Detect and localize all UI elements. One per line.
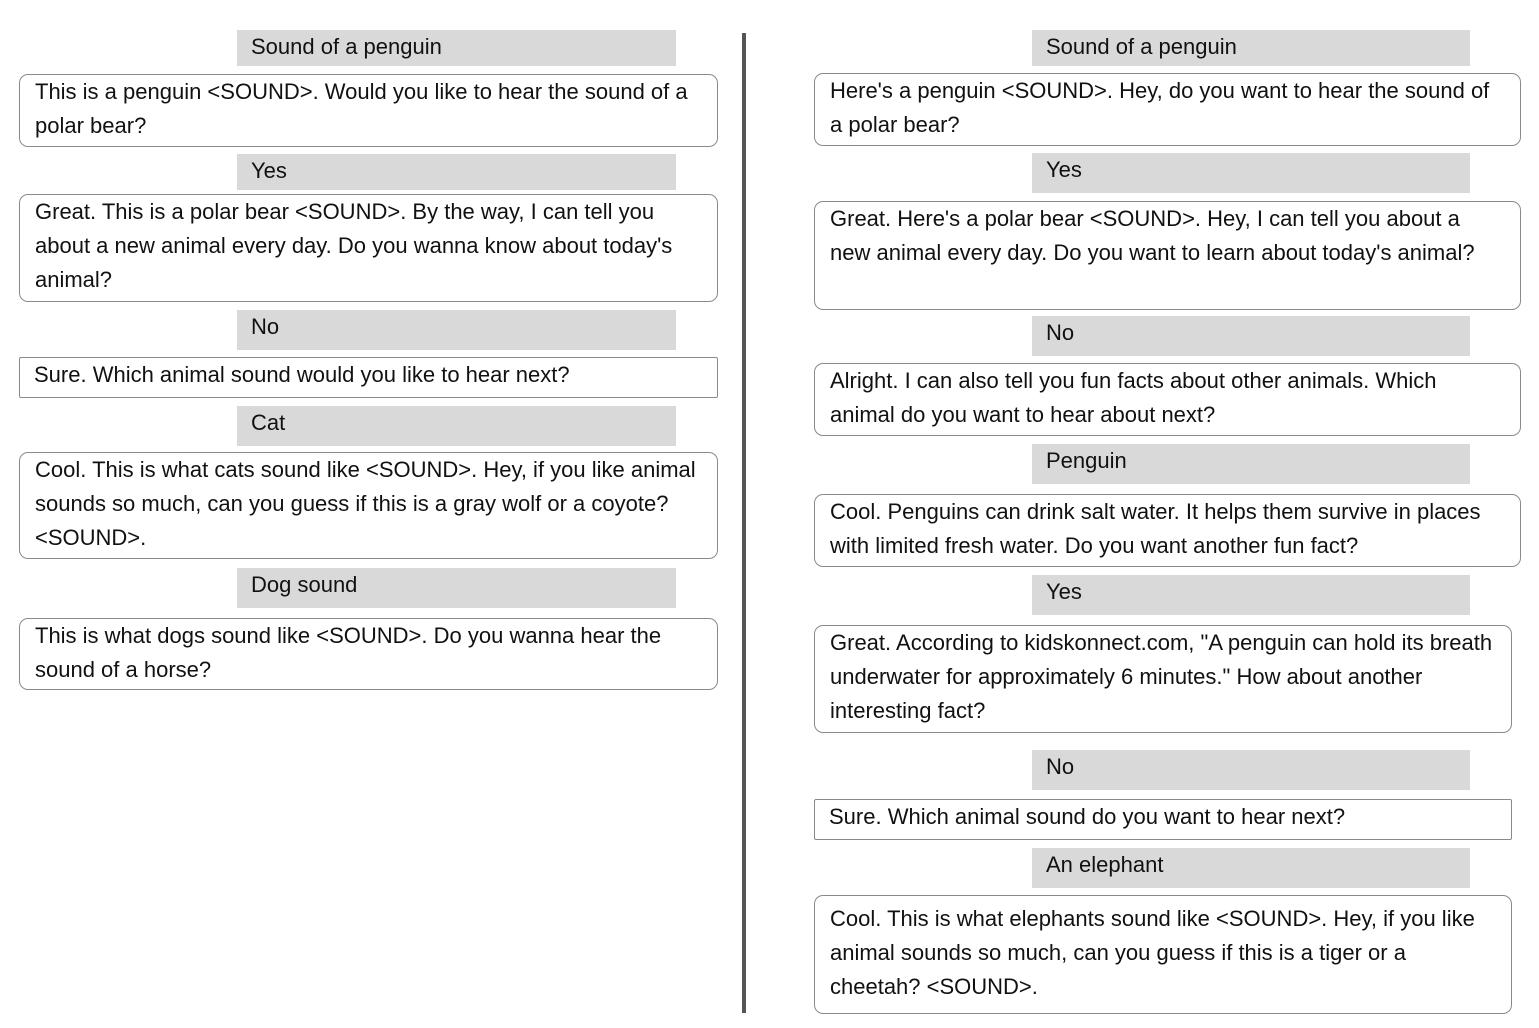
- right-bot-turn-3: Alright. I can also tell you fun facts about other animals. Which animal do you want to hear about next?: [814, 363, 1521, 436]
- left-bot-turn-2: Great. This is a polar bear <SOUND>. By the way, I can tell you about a new animal every day. Do you wanna know about today's animal?: [19, 194, 718, 302]
- column-divider: [742, 33, 746, 1013]
- left-user-turn-3: No: [237, 310, 676, 350]
- right-bot-turn-2: Great. Here's a polar bear <SOUND>. Hey, I can tell you about a new animal every day. Do you want to learn about today's animal?: [814, 201, 1521, 310]
- left-bot-turn-5: This is what dogs sound like <SOUND>. Do you wanna hear the sound of a horse?: [19, 618, 718, 690]
- right-bot-turn-4: Cool. Penguins can drink salt water. It helps them survive in places with limited fresh water. Do you want another fun fact?: [814, 494, 1521, 567]
- right-bot-turn-6: Sure. Which animal sound do you want to hear next?: [814, 799, 1512, 840]
- right-user-turn-5: Yes: [1032, 575, 1470, 615]
- right-bot-turn-1: Here's a penguin <SOUND>. Hey, do you want to hear the sound of a polar bear?: [814, 73, 1521, 146]
- left-user-turn-1: Sound of a penguin: [237, 30, 676, 66]
- left-user-turn-4: Cat: [237, 406, 676, 446]
- right-user-turn-1: Sound of a penguin: [1032, 30, 1470, 66]
- right-user-turn-7: An elephant: [1032, 848, 1470, 888]
- left-bot-turn-1: This is a penguin <SOUND>. Would you like to hear the sound of a polar bear?: [19, 74, 718, 147]
- right-user-turn-3: No: [1032, 316, 1470, 356]
- right-bot-turn-7: Cool. This is what elephants sound like <SOUND>. Hey, if you like animal sounds so much, can you guess if this is a tiger or a cheetah? <SOUND>.: [814, 895, 1512, 1014]
- right-user-turn-2: Yes: [1032, 153, 1470, 193]
- right-user-turn-6: No: [1032, 750, 1470, 790]
- right-bot-turn-5: Great. According to kidskonnect.com, "A penguin can hold its breath underwater for approximately 6 minutes." How about another interesting fact?: [814, 625, 1512, 733]
- left-bot-turn-4: Cool. This is what cats sound like <SOUND>. Hey, if you like animal sounds so much, can you guess if this is a gray wolf or a coyote? <SOUND>.: [19, 452, 718, 559]
- left-user-turn-2: Yes: [237, 154, 676, 190]
- left-bot-turn-3: Sure. Which animal sound would you like to hear next?: [19, 357, 718, 398]
- left-user-turn-5: Dog sound: [237, 568, 676, 608]
- right-user-turn-4: Penguin: [1032, 444, 1470, 484]
